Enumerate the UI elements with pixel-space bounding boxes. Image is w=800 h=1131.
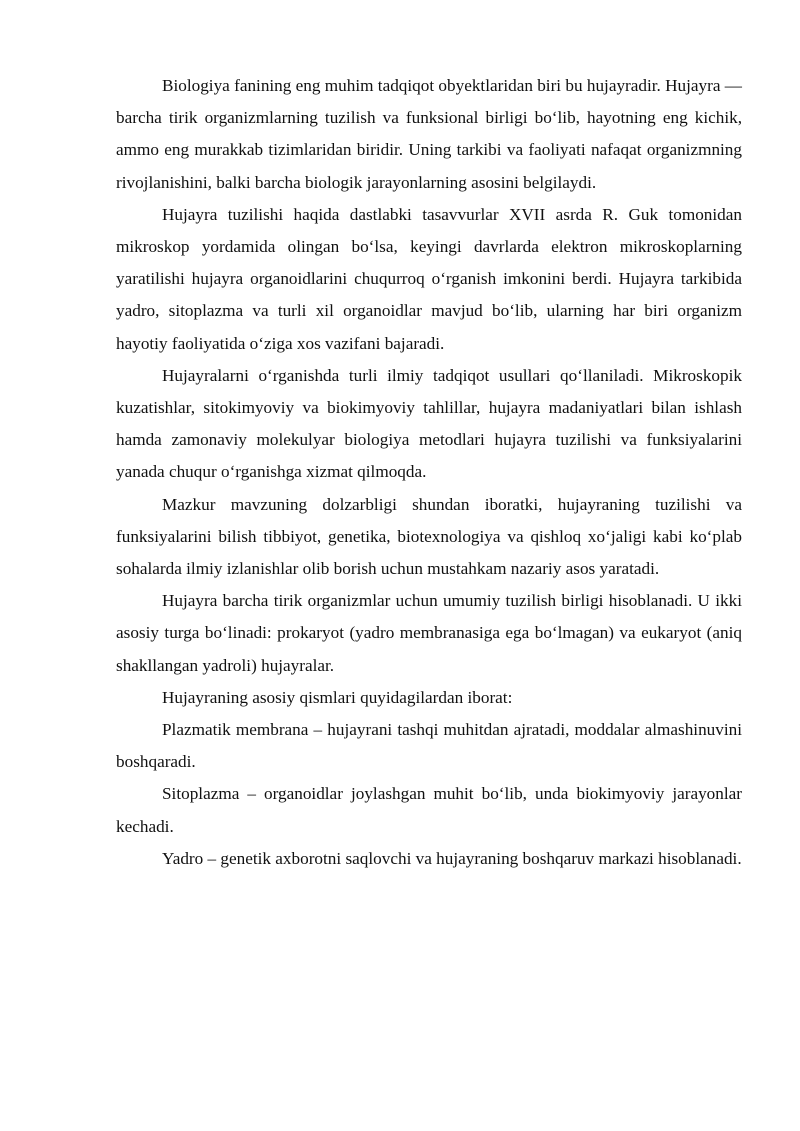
paragraph-intro: Biologiya fanining eng muhim tadqiqot obyektlaridan biri bu hujayradir. Hujayra — barcha tirik organizmlarning tuzilish va funksional birligi bo‘lib, hayotning eng kichik, ammo eng murakkab tizimlaridan biridir. Uning tarkibi va faoliyati nafaqat organizmning rivojlanishini, balki barcha biologik jarayonlarning asosini belgilaydi. [116,76,742,192]
document-page [116,70,742,875]
paragraph-parts-intro: Hujayraning asosiy qismlari quyidagilardan iborat: [162,687,513,707]
paragraph-relevance: Mazkur mavzuning dolzarbligi shundan iboratki, hujayraning tuzilishi va funksiyalarini bilish tibbiyot, genetika, biotexnologiya va qishloq xo‘jaligi kabi ko‘plab sohalarda ilmiy izlanishlar olib borish uchun mustahkam nazariy asos yaratadi. [116,494,742,579]
paragraph-membrane: Plazmatik membrana – hujayrani tashqi muhitdan ajratadi, moddalar almashinuvini boshqaradi. [116,720,742,772]
paragraph-history: Hujayra tuzilishi haqida dastlabki tasavvurlar XVII asrda R. Guk tomonidan mikroskop yordamida olingan bo‘lsa, keyingi davrlarda elektron mikroskoplarning yaratilishi hujayra organoidlarini chuqurroq o‘rganish imkonini berdi. Hujayra tarkibida yadro, sitoplazma va turli xil organoidlar mavjud bo‘lib, ularning har biri organizm hayotiy faoliyatida o‘ziga xos vazifani bajaradi. [116,204,742,353]
paragraph-cytoplasm: Sitoplazma – organoidlar joylashgan muhit bo‘lib, unda biokimyoviy jarayonlar kechadi. [116,784,742,836]
paragraph-nucleus: Yadro – genetik axborotni saqlovchi va hujayraning boshqaruv markazi hisoblanadi. [162,848,742,868]
paragraph-methods: Hujayralarni o‘rganishda turli ilmiy tadqiqot usullari qo‘llaniladi. Mikroskopik kuzatishlar, sitokimyoviy va biokimyoviy tahlillar, hujayra madaniyatlari bilan ishlash hamda zamonaviy molekulyar biologiya metodlari hujayra tuzilishi va funksiyalarini yanada chuqur o‘rganishga xizmat qilmoqda. [116,365,742,482]
paragraph-cell-types: Hujayra barcha tirik organizmlar uchun umumiy tuzilish birligi hisoblanadi. U ikki asosiy turga bo‘linadi: prokaryot (yadro membranasiga ega bo‘lmagan) va eukaryot (aniq shakllangan yadroli) hujayralar. [116,591,742,675]
